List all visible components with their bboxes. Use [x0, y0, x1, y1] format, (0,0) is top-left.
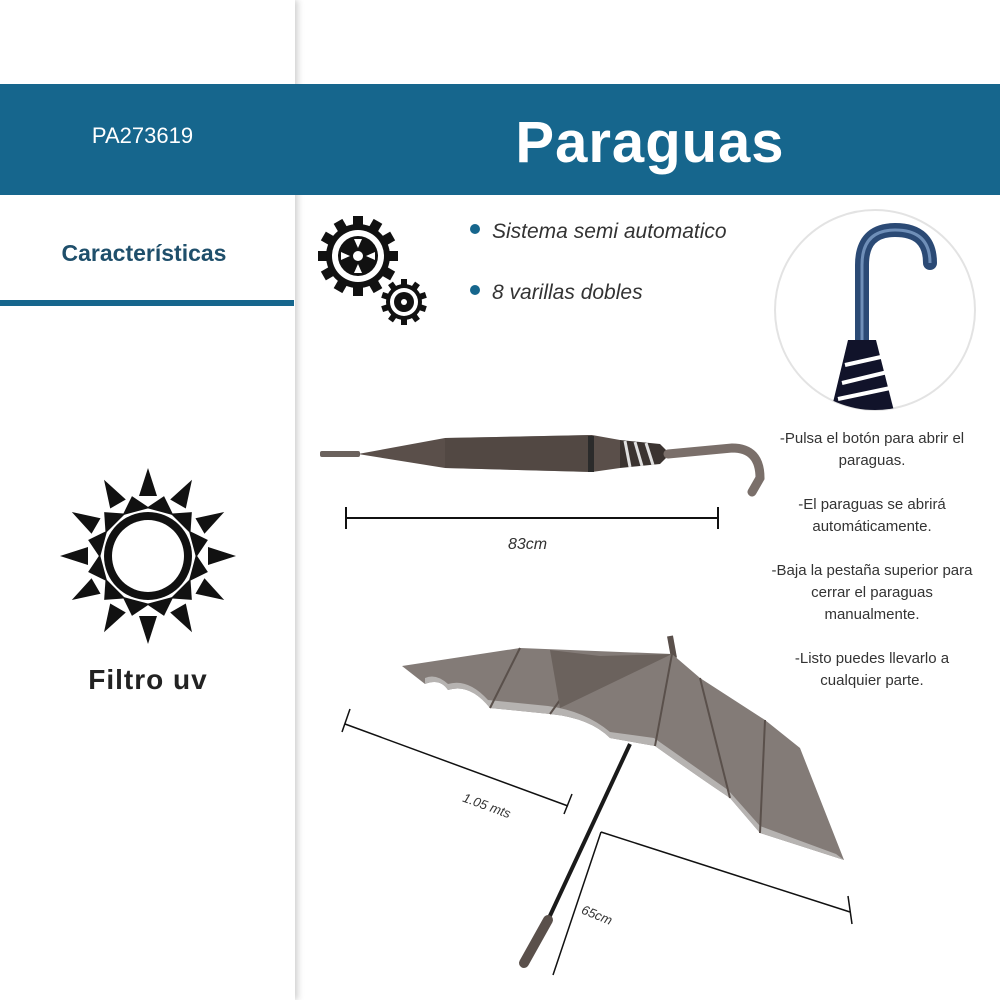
- feature-bullet: [470, 281, 643, 305]
- handle-detail-photo: [770, 205, 980, 415]
- closed-length-label: 83cm: [508, 536, 548, 553]
- instruction-step: -El paraguas se abrirá automáticamente.: [798, 496, 946, 535]
- closed-umbrella-photo: [320, 430, 770, 505]
- uv-filter-label: Filtro uv: [88, 664, 208, 695]
- features-divider: [0, 300, 294, 306]
- length-dimension-line: [344, 506, 720, 530]
- bullet-dot: [470, 285, 480, 295]
- instruction-step: -Pulsa el botón para abrir el paraguas.: [779, 430, 965, 469]
- open-diameter-label: 1.05 mts: [460, 790, 513, 822]
- feature-bullet: [470, 220, 727, 244]
- product-code: PA273619: [91, 123, 194, 148]
- feature-text: Sistema semi automatico: [492, 220, 727, 243]
- instruction-step: -Listo puedes llevarlo a cualquier parte.: [794, 650, 950, 689]
- instruction-step: -Baja la pestaña superior para cerrar el paraguas manualmente.: [771, 562, 973, 623]
- diameter-dimension-line: [340, 706, 580, 816]
- page-title: Paraguas: [515, 110, 785, 175]
- feature-text: 8 varillas dobles: [492, 281, 643, 304]
- shaft-length-label: 65cm: [579, 902, 615, 928]
- shaft-dimension-line: [545, 820, 857, 980]
- features-label: Características: [61, 240, 227, 266]
- sun-icon: [58, 466, 238, 646]
- bullet-dot: [470, 224, 480, 234]
- gears-icon: [318, 216, 433, 331]
